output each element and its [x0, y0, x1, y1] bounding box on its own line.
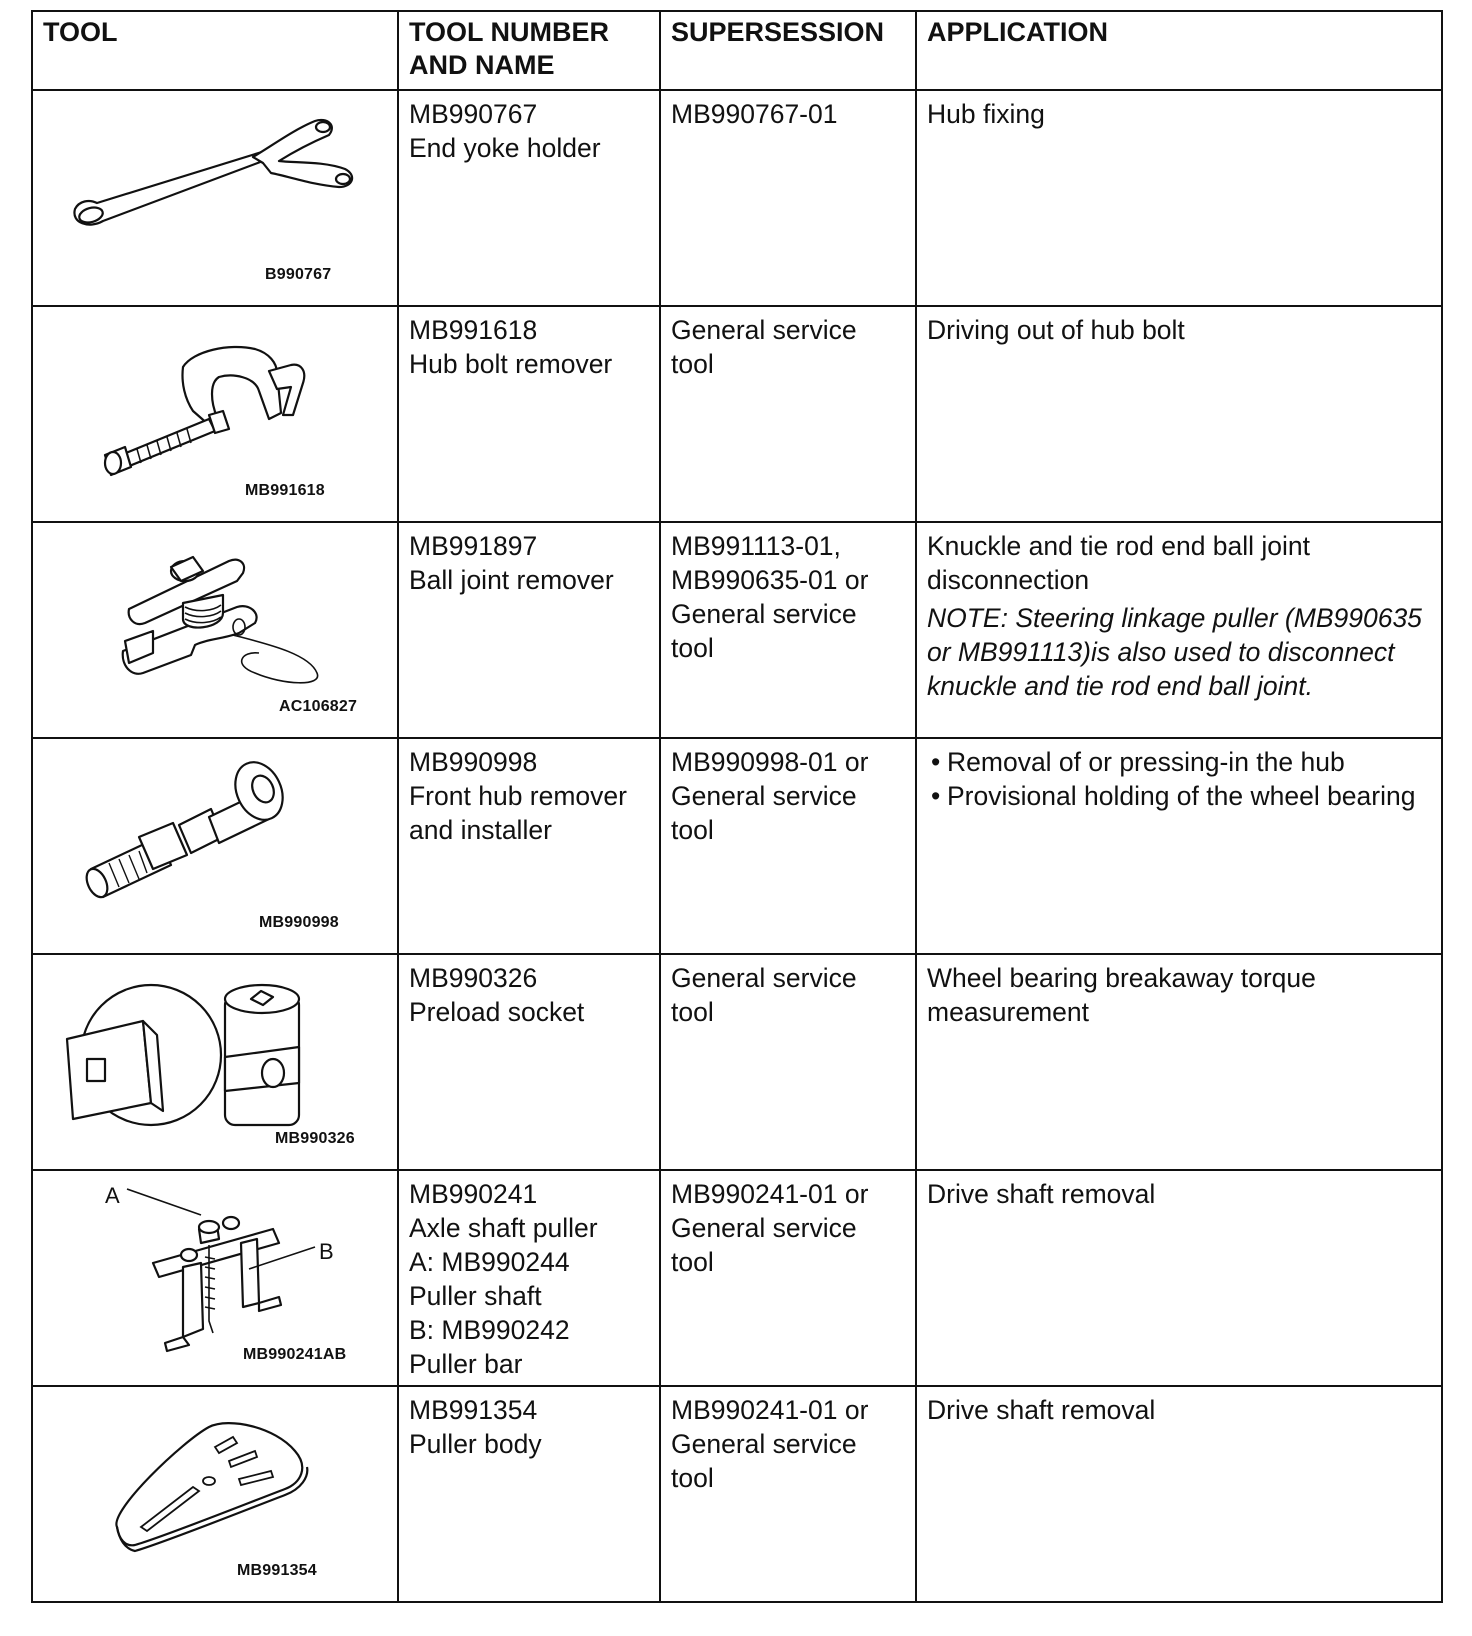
tool-image-caption: MB991618 [245, 482, 325, 499]
supersession-cell [660, 90, 916, 306]
tool-image-cell [32, 522, 398, 738]
application-text: Hub fixing [927, 99, 1045, 129]
supersession-line: General service [671, 1429, 857, 1459]
supersession-line: General service [671, 963, 857, 993]
tool-image-cell [32, 90, 398, 306]
tool-name: Ball joint remover [409, 565, 614, 595]
supersession-line: MB990998-01 or [671, 747, 869, 777]
application-cell [916, 1386, 1442, 1602]
tool-number: MB990998 [409, 747, 538, 777]
application-cell [916, 306, 1442, 522]
header-tool-number-name: TOOL NUMBER AND NAME [398, 11, 660, 90]
application-bullet: • Removal of or pressing-in the hub [931, 745, 1433, 779]
tool-image-caption: AC106827 [279, 698, 358, 715]
supersession-line: tool [671, 1247, 714, 1277]
tool-number: MB991897 [409, 531, 538, 561]
supersession-line: tool [671, 1463, 714, 1493]
supersession-line: tool [671, 349, 714, 379]
table-row [32, 306, 1442, 522]
table-row [32, 522, 1442, 738]
tool-image-caption: MB990326 [275, 1130, 355, 1147]
tool-number-cell [398, 90, 660, 306]
tool-subpart: Puller bar [409, 1349, 523, 1379]
application-cell [916, 522, 1442, 738]
application-cell [916, 1170, 1442, 1386]
callout-label-a: A [105, 1183, 120, 1208]
tool-image-cell [32, 738, 398, 954]
application-text: Driving out of hub bolt [927, 315, 1185, 345]
table-row [32, 954, 1442, 1170]
application-bullet: • Provisional holding of the wheel bearing [931, 779, 1433, 813]
supersession-line: MB990635-01 or [671, 565, 869, 595]
tool-image-cell [32, 1170, 398, 1386]
callout-label-b: B [319, 1239, 334, 1264]
tool-number: MB991354 [409, 1395, 538, 1425]
supersession-line: MB990241-01 or [671, 1395, 869, 1425]
tool-number-cell [398, 306, 660, 522]
header-application: APPLICATION [916, 11, 1442, 90]
supersession-line: General service [671, 1213, 857, 1243]
tool-number-cell [398, 1170, 660, 1386]
tool-number: MB990241 [409, 1179, 538, 1209]
table-header-row [32, 11, 1442, 90]
supersession-line: General service [671, 315, 857, 345]
tool-image-caption: B990767 [265, 266, 332, 283]
tool-name: and installer [409, 815, 552, 845]
hub-bolt-remover-icon [33, 307, 397, 519]
puller-body-icon [33, 1387, 397, 1599]
supersession-line: General service [671, 781, 857, 811]
tool-number: MB990767 [409, 99, 538, 129]
supersession-line: tool [671, 997, 714, 1027]
tool-number-cell [398, 522, 660, 738]
tool-subpart: Puller shaft [409, 1281, 542, 1311]
application-bullet-list [927, 745, 1433, 813]
tool-image-cell [32, 306, 398, 522]
application-text: Knuckle and tie rod end ball joint disconnection [927, 531, 1311, 595]
supersession-line: tool [671, 815, 714, 845]
supersession-line: MB990767-01 [671, 99, 838, 129]
supersession-cell [660, 522, 916, 738]
application-note: NOTE: Steering linkage puller (MB990635 or MB991113)is also used to disconnect knuckle and tie rod end ball joint. [927, 603, 1422, 701]
header-supersession: SUPERSESSION [660, 11, 916, 90]
supersession-line: General service [671, 599, 857, 629]
tool-image-cell [32, 954, 398, 1170]
supersession-cell [660, 306, 916, 522]
supersession-cell [660, 954, 916, 1170]
table-row [32, 1386, 1442, 1602]
tool-image-caption: MB990998 [259, 914, 339, 931]
header-tool: TOOL [32, 11, 398, 90]
supersession-line: tool [671, 633, 714, 663]
supersession-cell [660, 1170, 916, 1386]
tool-subpart: A: MB990244 [409, 1247, 570, 1277]
end-yoke-holder-icon [33, 91, 397, 303]
tool-name: End yoke holder [409, 133, 601, 163]
supersession-cell [660, 738, 916, 954]
special-tools-table [31, 10, 1443, 1603]
tool-image-cell [32, 1386, 398, 1602]
supersession-line: MB991113-01, [671, 531, 841, 561]
special-tools-page [31, 10, 1441, 1603]
tool-image-caption: MB991354 [237, 1562, 317, 1579]
tool-number: MB991618 [409, 315, 538, 345]
tool-subpart: B: MB990242 [409, 1315, 570, 1345]
tool-image-caption: MB990241AB [243, 1346, 347, 1363]
table-row [32, 90, 1442, 306]
supersession-cell [660, 1386, 916, 1602]
supersession-line: MB990241-01 or [671, 1179, 869, 1209]
table-row [32, 738, 1442, 954]
tool-number-cell [398, 954, 660, 1170]
tool-name: Preload socket [409, 997, 585, 1027]
tool-name: Axle shaft puller [409, 1213, 598, 1243]
application-cell [916, 90, 1442, 306]
application-text: Drive shaft removal [927, 1179, 1156, 1209]
tool-number-cell [398, 1386, 660, 1602]
application-cell [916, 738, 1442, 954]
application-text: Wheel bearing breakaway torque measurement [927, 963, 1316, 1027]
tool-number: MB990326 [409, 963, 538, 993]
front-hub-remover-icon [33, 739, 397, 951]
tool-name: Puller body [409, 1429, 542, 1459]
application-text: Drive shaft removal [927, 1395, 1156, 1425]
tool-number-cell [398, 738, 660, 954]
application-cell [916, 954, 1442, 1170]
tool-name: Front hub remover [409, 781, 627, 811]
tool-name: Hub bolt remover [409, 349, 613, 379]
table-row [32, 1170, 1442, 1386]
